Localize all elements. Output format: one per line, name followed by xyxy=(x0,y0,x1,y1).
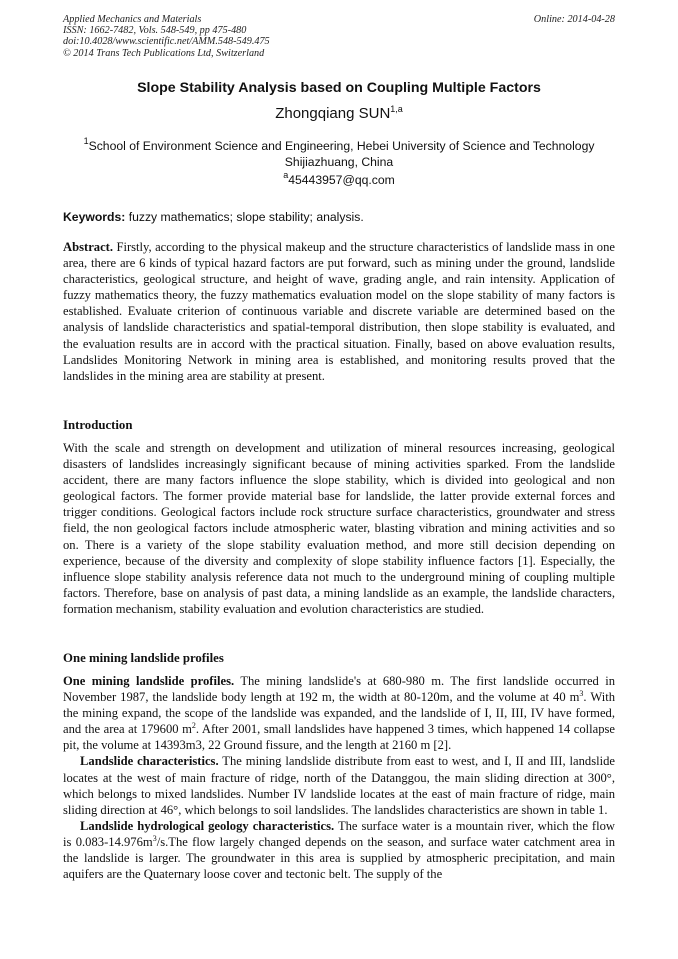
author-name: Zhongqiang SUN xyxy=(275,105,391,122)
keywords-text: fuzzy mathematics; slope stability; analysis. xyxy=(128,210,364,224)
paragraph-profiles: One mining landslide profiles. The mining landslide's at 680-980 m. The first landslide occurred in November 1987, the landslide body length at 192 m, the width at 80-120m, and the volume at 40 $m^3$. With the mining expand, the scope of the landslide was expanded, and the landslide of I, II, III, IV have formed, and the area at 179600 $m^2$. After 2001, small landslides have happened 3 times, which happened 14 collapse pit, the volume at 14393m3, 22 Ground fissure, and the length at 2160 m [2]. xyxy=(63,674,616,753)
affiliation-superscript: 1 xyxy=(83,136,89,146)
abstract-label: Abstract. xyxy=(63,240,114,254)
abstract-text: Firstly, according to the physical makeup and the structure characteristics of landslide mass in one area, there are 6 kinds of typical hazard factors are put forward, such as mining under the ground, landslide characteristics, geological structure, and height of wave, grading angle, and rain intensity. Application of fuzzy mathematics theory, the fuzzy mathematics evaluation model on the slope stability of many factors is established. Evaluate criterion of continuous variable and discrete variable are determined based on the analysis of landslide characteristics and spatial-temporal distribution, then slope stability is evaluated, and the evaluation results are in accord with the practical situation. Finally, based on above evaluation results, Landslides Monitoring Network in mining area is established, and monitoring results proved that the landslides in the mining area are stability at present. xyxy=(63,240,615,383)
doi-line: doi:10.4028/www.scientific.net/AMM.548-549.475 xyxy=(63,36,270,48)
introduction-text: With the scale and strength on development and utilization of mineral resources increasing, geological disasters of landslides increasingly significant because of mining activities sparked. From the landslide accident, there are many factors influence the slope stability, which is divided into geological and non geological factors. The former provide material base for landslide, the latter provide external forces and trigger conditions. Geological factors include rock structure surface characteristics, groundwater and stress field, the non geological factors include atmospheric water, blasting vibration and mining activities and so on. There is a variety of the slope stability evaluation method, and more still decision depending on experience, because of the diversity and complexity of slope stability influence factors [1]. Especially, the influence slope stability analysis reference data not much to the underground mining of coupling multiple factors. Therefore, base on analysis of past data, a mining landslide as an example, the landslide characters, formation mechanism, stability evaluation and evolution characteristics are studied. xyxy=(63,441,615,616)
email-superscript: a xyxy=(283,170,289,180)
paper-title: Slope Stability Analysis based on Coupling Multiple Factors xyxy=(137,80,541,96)
email-address: 45443957@qq.com xyxy=(288,173,395,187)
issn-line: ISSN: 1662-7482, Vols. 548-549, pp 475-480 xyxy=(63,25,247,37)
introduction-heading: Introduction xyxy=(63,418,133,432)
online-date: Online: 2014-04-28 xyxy=(533,14,615,25)
profiles-body xyxy=(63,673,615,882)
paragraph-characteristics: Landslide characteristics. The mining landslide distribute from east to west, and I, II and III, landslide locates at the west of main fracture of ridge, north of the Datanggou, the main sliding direction at 300°, which belongs to mixed landslides. Number IV landslide locates at the east of main fracture of ridge, main sliding direction at 46°, which belongs to soil landslides. The landslides characteristics are shown in table 1. xyxy=(63,754,615,817)
profiles-heading: One mining landslide profiles xyxy=(63,651,224,665)
abstract xyxy=(63,239,615,384)
author-superscript: 1,a xyxy=(390,104,403,114)
journal-name: Applied Mechanics and Materials xyxy=(63,14,202,25)
email-line xyxy=(63,170,615,187)
keywords-label: Keywords: xyxy=(63,210,126,224)
affiliation-line-1: $^1$School of Environment Science and Engineering, Hebei University of Science and Technology xyxy=(83,136,595,153)
affiliation-line-2: Shijiazhuang, China xyxy=(284,155,394,169)
journal-header xyxy=(63,14,615,59)
copyright-line: © 2014 Trans Tech Publications Ltd, Switzerland xyxy=(63,47,265,59)
keywords xyxy=(63,210,615,224)
paragraph-hydrology: Landslide hydrological geology characteristics. The surface water is a mountain river, which the flow is $0.083-14.976m^3/s.The$ flow largely changed depends on the season, and surface water catchment area in the landslide is larger. The groundwater in this area is supplied by atmospheric precipitation, and main aquifers are the Quaternary loose cover and tectonic belt. The supply of the xyxy=(63,818,615,882)
author-line xyxy=(63,105,615,122)
affiliation xyxy=(63,138,615,170)
